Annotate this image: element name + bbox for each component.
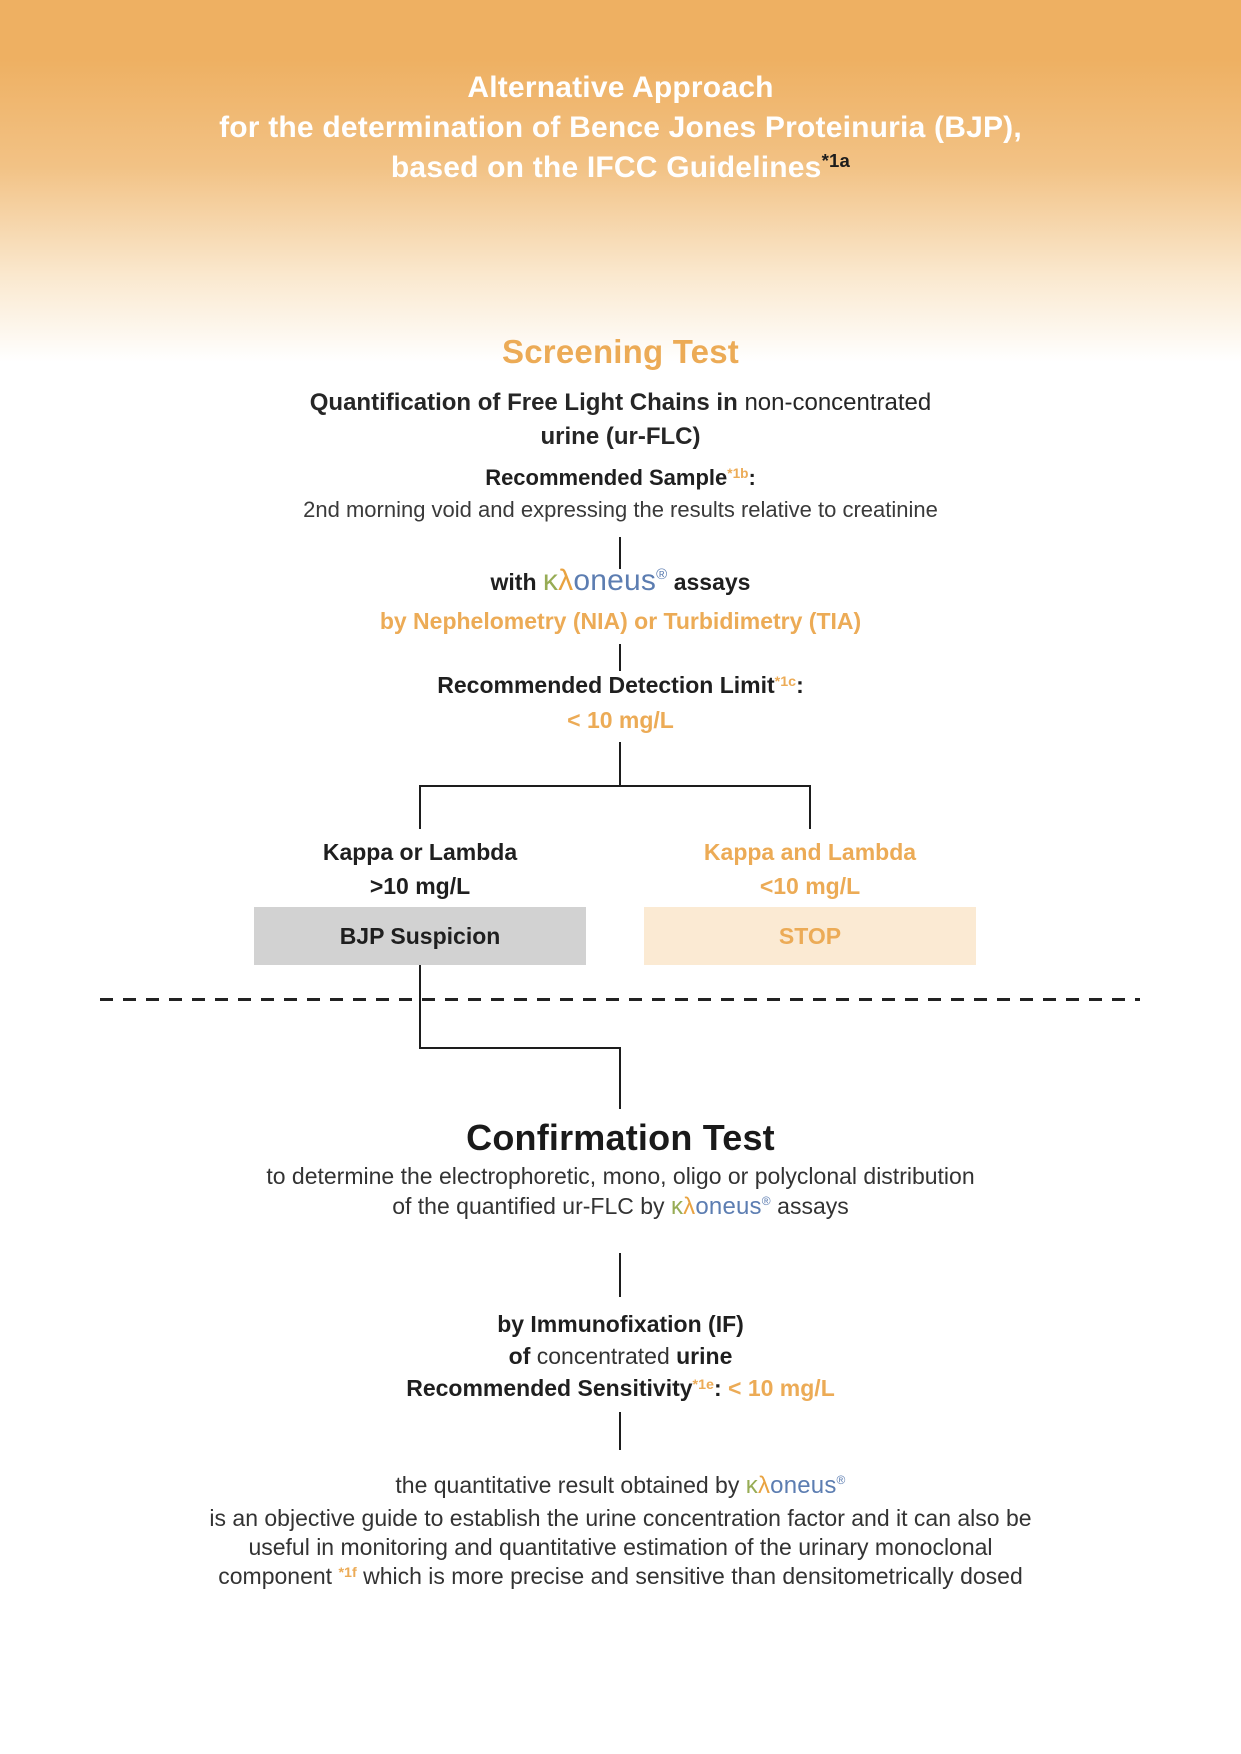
footer-line-4 [0,1562,1241,1595]
sensitivity-footnote: *1e [692,1376,714,1393]
kloneus-logo [543,564,667,597]
logo-kappa: κ [670,1193,684,1220]
if-of-label: of [508,1343,531,1369]
logo-lambda: λ [757,1472,771,1499]
dashed-divider [100,998,1140,1001]
detection-limit-value: < 10 mg/L [567,707,674,733]
immunofixation-line: by Immunofixation (IF) [497,1311,744,1337]
detection-footnote: *1c [774,673,797,690]
step-horizontal-line [419,1047,621,1049]
concentrated-urine-line [0,1343,1241,1370]
sample-colon: : [748,465,756,490]
screening-subtitle-line-1 [0,386,1241,420]
logo-registered-icon: ® [836,1473,846,1487]
title-footnote: *1a [821,150,851,172]
connector-line-2 [619,644,621,671]
detection-limit-label [0,672,1241,699]
assays-label: assays [673,569,751,595]
branch-left-title: Kappa or Lambda [322,839,518,865]
footer-line-1 [0,1471,1241,1504]
screening-subtitle-line-2: urine (ur-FLC) [540,423,701,450]
footer-footnote: *1f [338,1564,357,1581]
confirmation-test-heading: Confirmation Test [466,1117,775,1158]
if-urine-label: urine [676,1343,733,1369]
assay-line [0,564,1241,598]
sensitivity-value: < 10 mg/L [728,1375,835,1401]
confirmation-desc-prefix: of the quantified ur-FLC by [392,1193,665,1219]
logo-kappa: κ [745,1472,758,1499]
stop-box: STOP [644,907,976,965]
footer-line-4-word: component [218,1563,333,1589]
logo-lambda: λ [558,564,574,597]
recommended-sample-label [0,465,1241,491]
sample-description: 2nd morning void and expressing the results relative to creatinine [303,497,938,522]
connector-line-4 [619,1412,621,1450]
sample-footnote: *1b [727,465,749,481]
confirmation-desc-line-2 [0,1193,1241,1221]
sensitivity-colon: : [713,1375,722,1401]
screening-test-heading: Screening Test [502,333,739,370]
page-title-line-3 [0,148,1241,191]
sensitivity-label: Recommended Sensitivity [406,1375,693,1401]
kloneus-logo-small [746,1472,846,1499]
branch-right-value: <10 mg/L [759,873,861,899]
subtitle-bold-text: Quantification of Free Light Chains in [309,389,738,416]
with-label: with [490,569,537,595]
step-vertical-line [619,1047,621,1109]
page-title-line-3-text: based on the IFCC Guidelines [390,151,822,184]
footer-line-1-text: the quantitative result obtained by [395,1472,740,1498]
logo-oneus: oneus [770,1472,837,1499]
method-line: by Nephelometry (NIA) or Turbidimetry (TIA) [379,608,862,634]
detection-colon: : [796,672,804,698]
logo-oneus: oneus [695,1193,762,1220]
logo-oneus: oneus [573,564,657,597]
bjp-suspicion-box: BJP Suspicion [254,907,586,965]
logo-lambda: λ [683,1193,696,1220]
footer-line-2: is an objective guide to establish the urine concentration factor and it can also be [209,1505,1032,1531]
branch-left-line [419,785,421,829]
detection-limit-text: Recommended Detection Limit [437,672,775,698]
connector-line-3 [619,1253,621,1297]
branch-left-value: >10 mg/L [369,873,471,899]
branch-right-label [560,835,1060,903]
footer-line-4-rest: which is more precise and sensitive than densitometrically dosed [363,1563,1023,1589]
branch-right-line [809,785,811,829]
sensitivity-line [0,1375,1241,1402]
page-title-line-1: Alternative Approach [467,71,774,104]
bjp-drop-line [419,965,421,1049]
footer-paragraph [0,1471,1241,1595]
if-concentrated-label: concentrated [536,1343,670,1369]
confirmation-desc-suffix: assays [777,1193,849,1219]
page-title-line-2: for the determination of Bence Jones Proteinuria (BJP), [219,111,1022,144]
kloneus-logo-small [671,1193,771,1220]
confirmation-desc-line-1: to determine the electrophoretic, mono, oligo or polyclonal distribution [266,1163,975,1189]
subtitle-normal-text: non-concentrated [744,389,932,416]
branch-right-title: Kappa and Lambda [703,839,917,865]
branch-stem-line [619,742,621,786]
page-title [0,68,1241,191]
logo-kappa: κ [542,564,559,597]
recommended-sample-text: Recommended Sample [485,465,728,490]
screening-subtitle [0,386,1241,454]
logo-registered-icon: ® [761,1194,771,1208]
branch-horizontal-line [419,785,811,787]
footer-line-3: useful in monitoring and quantitative estimation of the urinary monoclonal [248,1534,993,1560]
logo-registered-icon: ® [656,565,668,583]
